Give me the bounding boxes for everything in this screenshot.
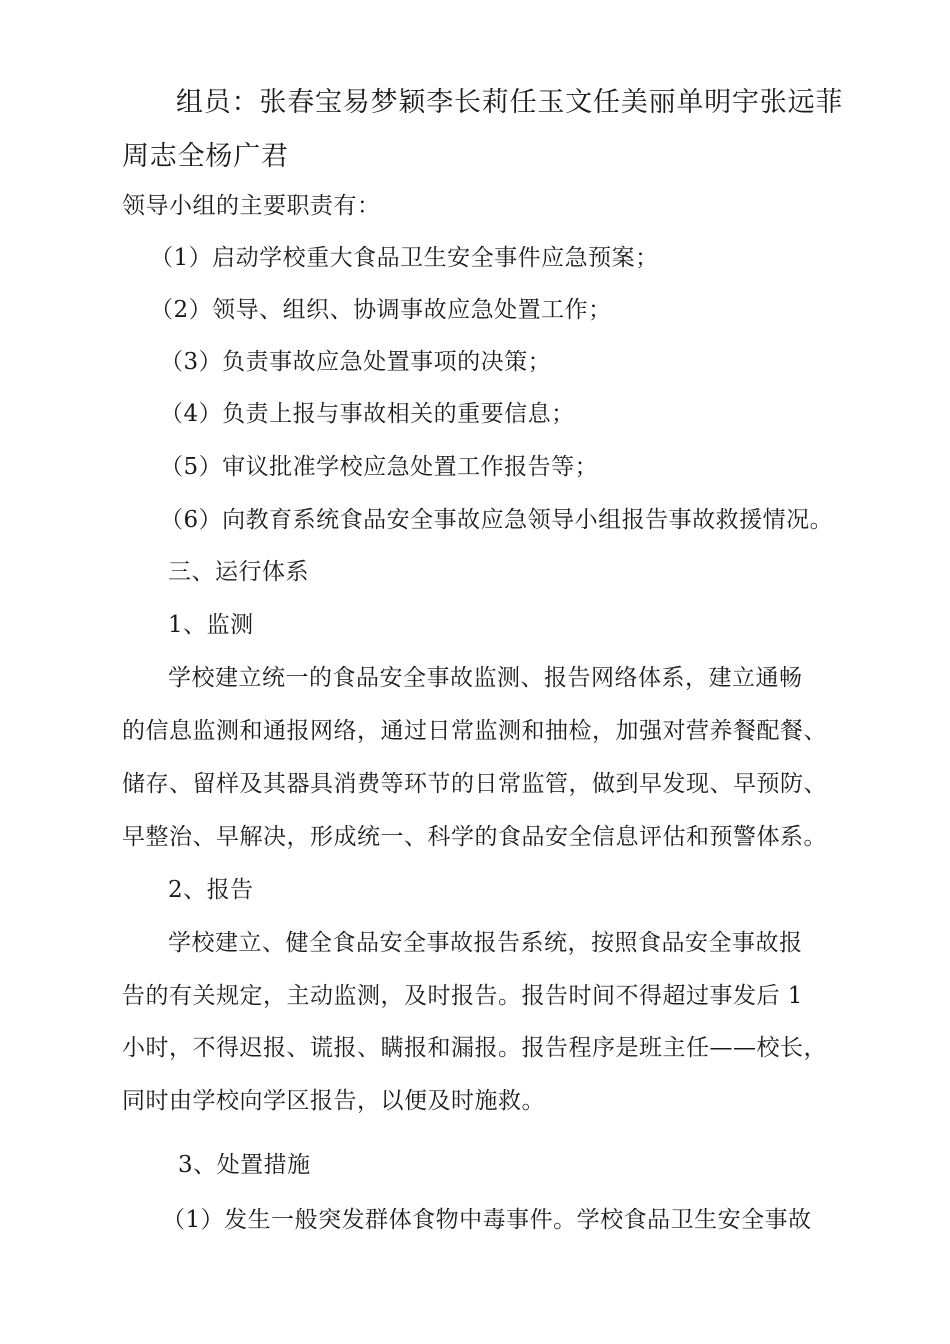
section-heading-operation: 三、运行体系 (168, 559, 309, 585)
subheading-report: 2、报告 (168, 877, 254, 903)
subheading-measures: 3、处置措施 (178, 1152, 311, 1178)
monitoring-line-2: 的信息监测和通报网络，通过日常监测和抽检，加强对营养餐配餐、 (122, 718, 827, 744)
report-line-4: 同时由学校向学区报告，以便及时施救。 (122, 1088, 545, 1114)
duty-item-1: （1）启动学校重大食品卫生安全事件应急预案； (150, 245, 659, 271)
members-line-2: 周志全杨广君 (122, 141, 289, 172)
duty-item-3: （3）负责事故应急处置事项的决策； (160, 349, 552, 375)
subheading-monitoring: 1、监测 (168, 612, 254, 638)
measures-line-1: （1）发生一般突发群体食物中毒事件。学校食品卫生安全事故 (162, 1207, 812, 1233)
duty-item-6: （6）向教育系统食品安全事故应急领导小组报告事故救援情况。 (160, 507, 834, 533)
report-line-3: 小时，不得迟报、谎报、瞒报和漏报。报告程序是班主任——校长， (122, 1035, 827, 1061)
monitoring-line-4: 早整治、早解决，形成统一、科学的食品安全信息评估和预警体系。 (122, 824, 827, 850)
duty-item-5: （5）审议批准学校应急处置工作报告等； (160, 454, 599, 480)
duties-heading: 领导小组的主要职责有： (122, 193, 381, 219)
monitoring-line-3: 储存、留样及其器具消费等环节的日常监管，做到早发现、早预防、 (122, 771, 827, 797)
report-line-1: 学校建立、健全食品安全事故报告系统，按照食品安全事故报 (168, 930, 803, 956)
report-line-2: 告的有关规定，主动监测，及时报告。报告时间不得超过事发后 1 (122, 983, 803, 1009)
duty-item-2: （2）领导、组织、协调事故应急处置工作； (150, 297, 612, 323)
members-line-1: 组员：张春宝易梦颖李长莉任玉文任美丽单明宇张远菲 (176, 87, 844, 118)
monitoring-line-1: 学校建立统一的食品安全事故监测、报告网络体系，建立通畅 (168, 665, 803, 691)
duty-item-4: （4）负责上报与事故相关的重要信息； (160, 401, 575, 427)
